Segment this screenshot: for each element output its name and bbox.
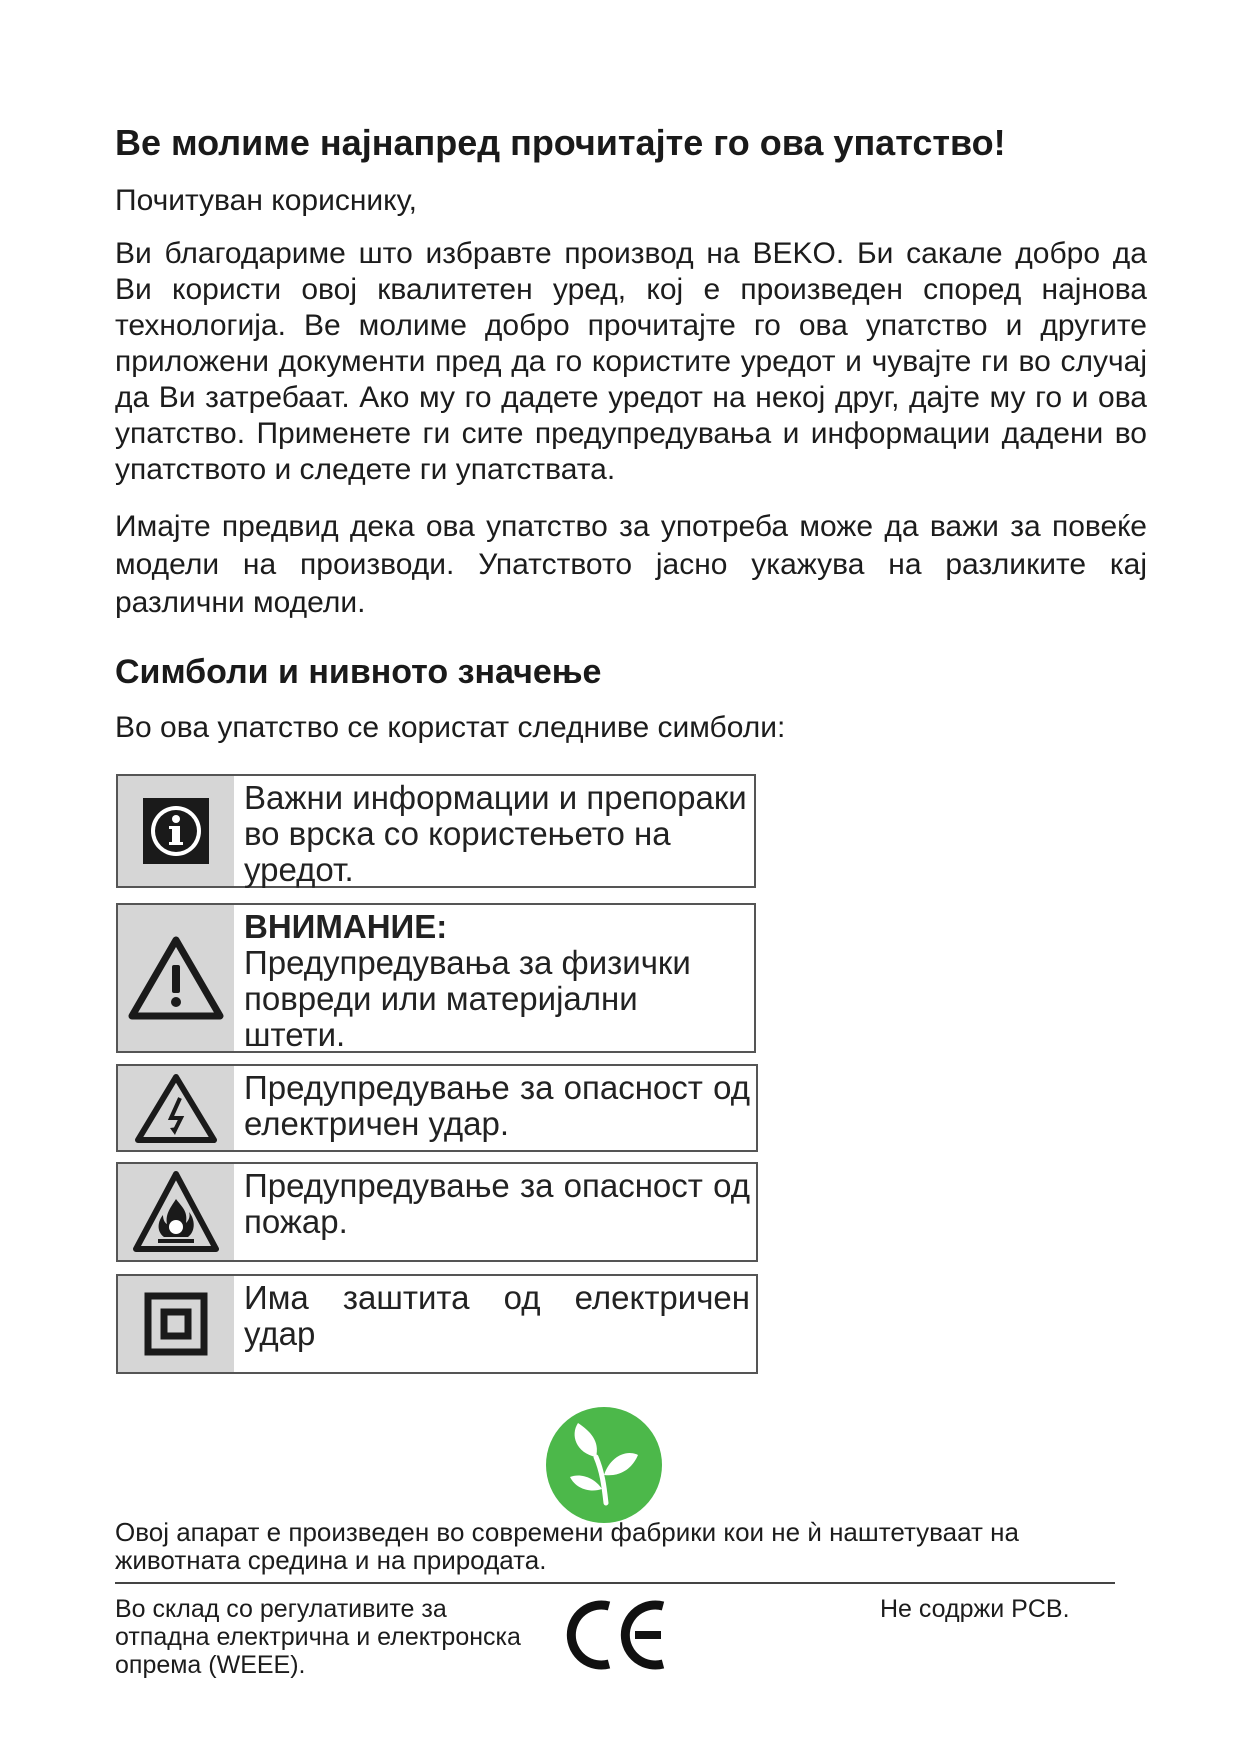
warning-icon — [118, 905, 234, 1051]
leaf-eco-icon — [544, 1405, 664, 1525]
symbol-electric-shock-text: Предупредување за опасност од електричен удар. — [244, 1069, 750, 1142]
double-insulation-icon — [118, 1276, 234, 1372]
info-icon — [118, 776, 234, 886]
weee-statement: Во склад со регулативите за отпадна електрична и електронска опрема (WEEE). — [115, 1595, 521, 1679]
symbol-row-double-insulation — [116, 1274, 758, 1374]
symbol-info-text: Важни информации и препораки во врска со користењето на уредот. — [244, 779, 747, 888]
symbol-row-info — [116, 774, 756, 888]
symbol-row-fire — [116, 1162, 758, 1262]
symbol-row-warning — [116, 903, 756, 1053]
symbols-heading: Симболи и нивното значење — [115, 653, 602, 691]
ce-mark-icon — [563, 1596, 669, 1674]
symbol-row-electric-shock — [116, 1064, 758, 1152]
note-paragraph: Имајте предвид дека ова упатство за употреба може да важи за повеќе модели на производи. Упатството јасно укажува на разликите кај различни модели. — [115, 510, 1147, 619]
electric-shock-icon — [118, 1066, 234, 1150]
fire-hazard-icon — [118, 1164, 234, 1260]
page-title: Ве молиме најнапред прочитајте го ова упатство! — [115, 122, 1006, 163]
symbols-intro: Во ова упатство се користат следниве симболи: — [115, 711, 786, 744]
greeting: Почитуван кориснику, — [115, 184, 417, 217]
symbol-warning-text: Предупредувања за физички повреди или материјални штети. — [244, 944, 691, 1053]
warning-label: ВНИМАНИЕ: — [244, 908, 448, 945]
symbol-fire-text: Предупредување за опасност од пожар. — [244, 1167, 750, 1240]
intro-paragraph: Ви благодариме што избравте производ на BEKO. Би сакале добро да Ви користи овој квалитетен уред, кој е произведен според најнова технологија. Ве молиме добро прочитајте го ова упатство и другите приложени документи пред да го користите уредот и чувајте ги во случај да Ви затребаат. Ако му го дадете уредот на некој друг, дајте му го и ова упатство. Применете ги сите предупредувања и информации дадени во упатството и следете ги упатствата. — [115, 237, 1147, 486]
pcb-statement: Не содржи PCB. — [880, 1595, 1070, 1623]
eco-statement: Овој апарат е произведен во современи фабрики кои не ѝ наштетуваат на животната средина и на природата. — [115, 1517, 1019, 1575]
symbol-double-insulation-text: Има заштита од електричен удар — [244, 1279, 750, 1352]
divider — [115, 1582, 1115, 1584]
